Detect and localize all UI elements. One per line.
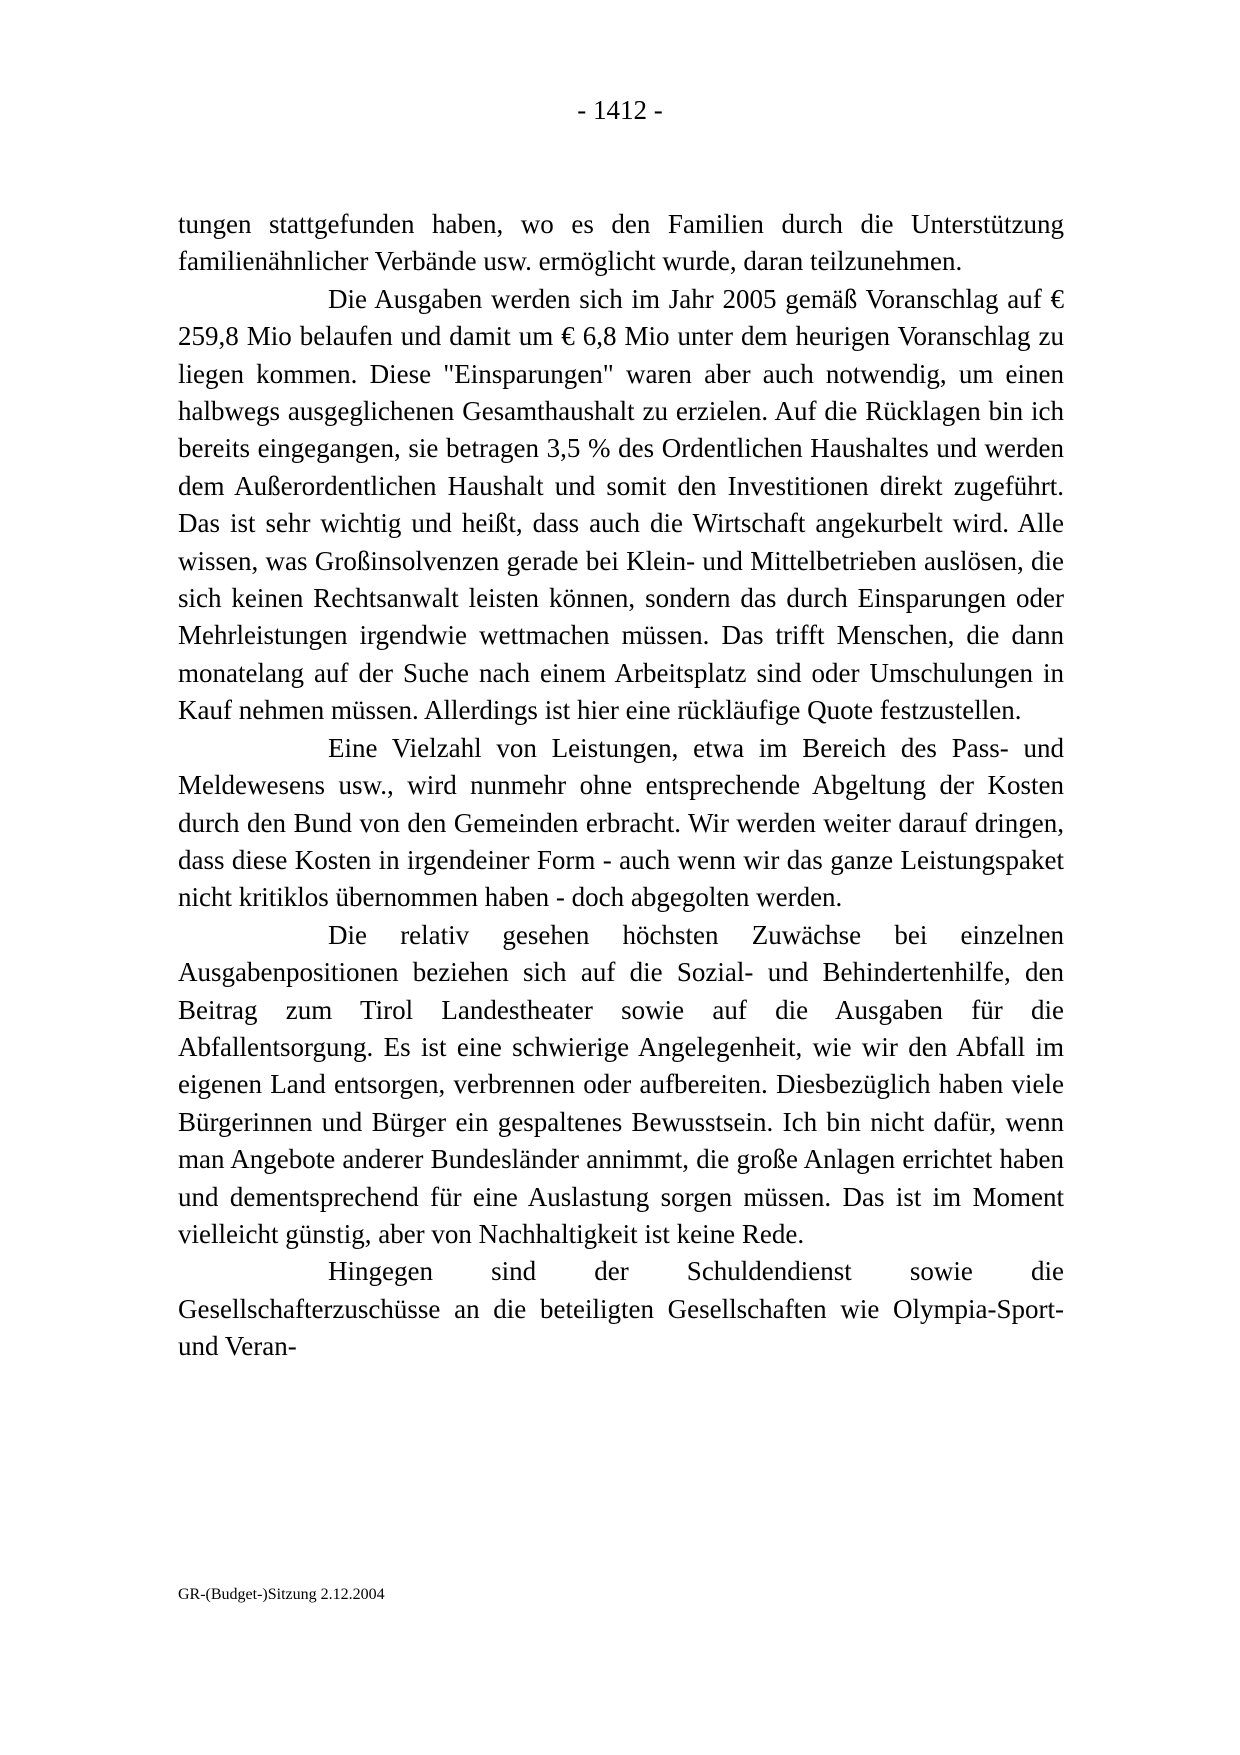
paragraph-4: Die relativ gesehen höchsten Zuwächse bei einzelnen Ausgabenpositionen beziehen sich auf die Sozial- und Behindertenhilfe, den Beitrag zum Tirol Landestheater sowie auf die Ausgaben für die Abfallentsorgung. Es ist eine schwierige Angelegenheit, wie wir den Abfall im eigenen Land entsorgen, verbrennen oder aufbereiten. Diesbezüglich haben viele Bürgerinnen und Bürger ein gespaltenes Bewusstsein. Ich bin nicht dafür, wenn man Angebote anderer Bundesländer annimmt, die große Anlagen errichtet haben und dementsprechend für eine Auslastung sorgen müssen. Das ist im Moment vielleicht günstig, aber von Nachhaltigkeit ist keine Rede. [178, 919, 1064, 1249]
paragraph-2: Die Ausgaben werden sich im Jahr 2005 gemäß Voranschlag auf € 259,8 Mio belaufen und damit um € 6,8 Mio unter dem heurigen Voranschlag zu liegen kommen. Diese "Einsparungen" waren aber auch notwendig, um einen halbwegs ausgeglichenen Gesamthaushalt zu erzielen. Auf die Rücklagen bin ich bereits eingegangen, sie betragen 3,5 % des Ordentlichen Haushaltes und werden dem Außerordentlichen Haushalt und somit den Investitionen direkt zugeführt. Das ist sehr wichtig und heißt, dass auch die Wirtschaft angekurbelt wird. Alle wissen, was Großinsolvenzen gerade bei Klein- und Mittelbetrieben auslösen, die sich keinen Rechtsanwalt leisten können, sondern das durch Einsparungen oder Mehrleistungen irgendwie wettmachen müssen. Das trifft Menschen, die dann monatelang auf der Suche nach einem Arbeitsplatz sind oder Umschulungen in Kauf nehmen müssen. Allerdings ist hier eine rückläufige Quote festzustellen. [178, 283, 1064, 726]
footer-session-label: GR-(Budget-)Sitzung 2.12.2004 [178, 1586, 385, 1603]
paragraph-5: Hingegen sind der Schuldendienst sowie die Gesellschafterzuschüsse an die beteiligten Gesellschaften wie Olympia-Sport- und Veran- [178, 1256, 1064, 1362]
body-text [178, 206, 1064, 1366]
paragraph-1: tungen stattgefunden haben, wo es den Familien durch die Unterstützung familienähnlicher Verbände usw. ermöglicht wurde, daran teilzunehmen. [178, 209, 1064, 277]
page-number: - 1412 - [577, 95, 663, 125]
paragraph-3: Eine Vielzahl von Leistungen, etwa im Bereich des Pass- und Meldewesens usw., wird nunmehr ohne entsprechende Abgeltung der Kosten durch den Bund von den Gemeinden erbracht. Wir werden weiter darauf dringen, dass diese Kosten in irgendeiner Form - auch wenn wir das ganze Leistungspaket nicht kritiklos übernommen haben - doch abgegolten werden. [178, 732, 1064, 913]
